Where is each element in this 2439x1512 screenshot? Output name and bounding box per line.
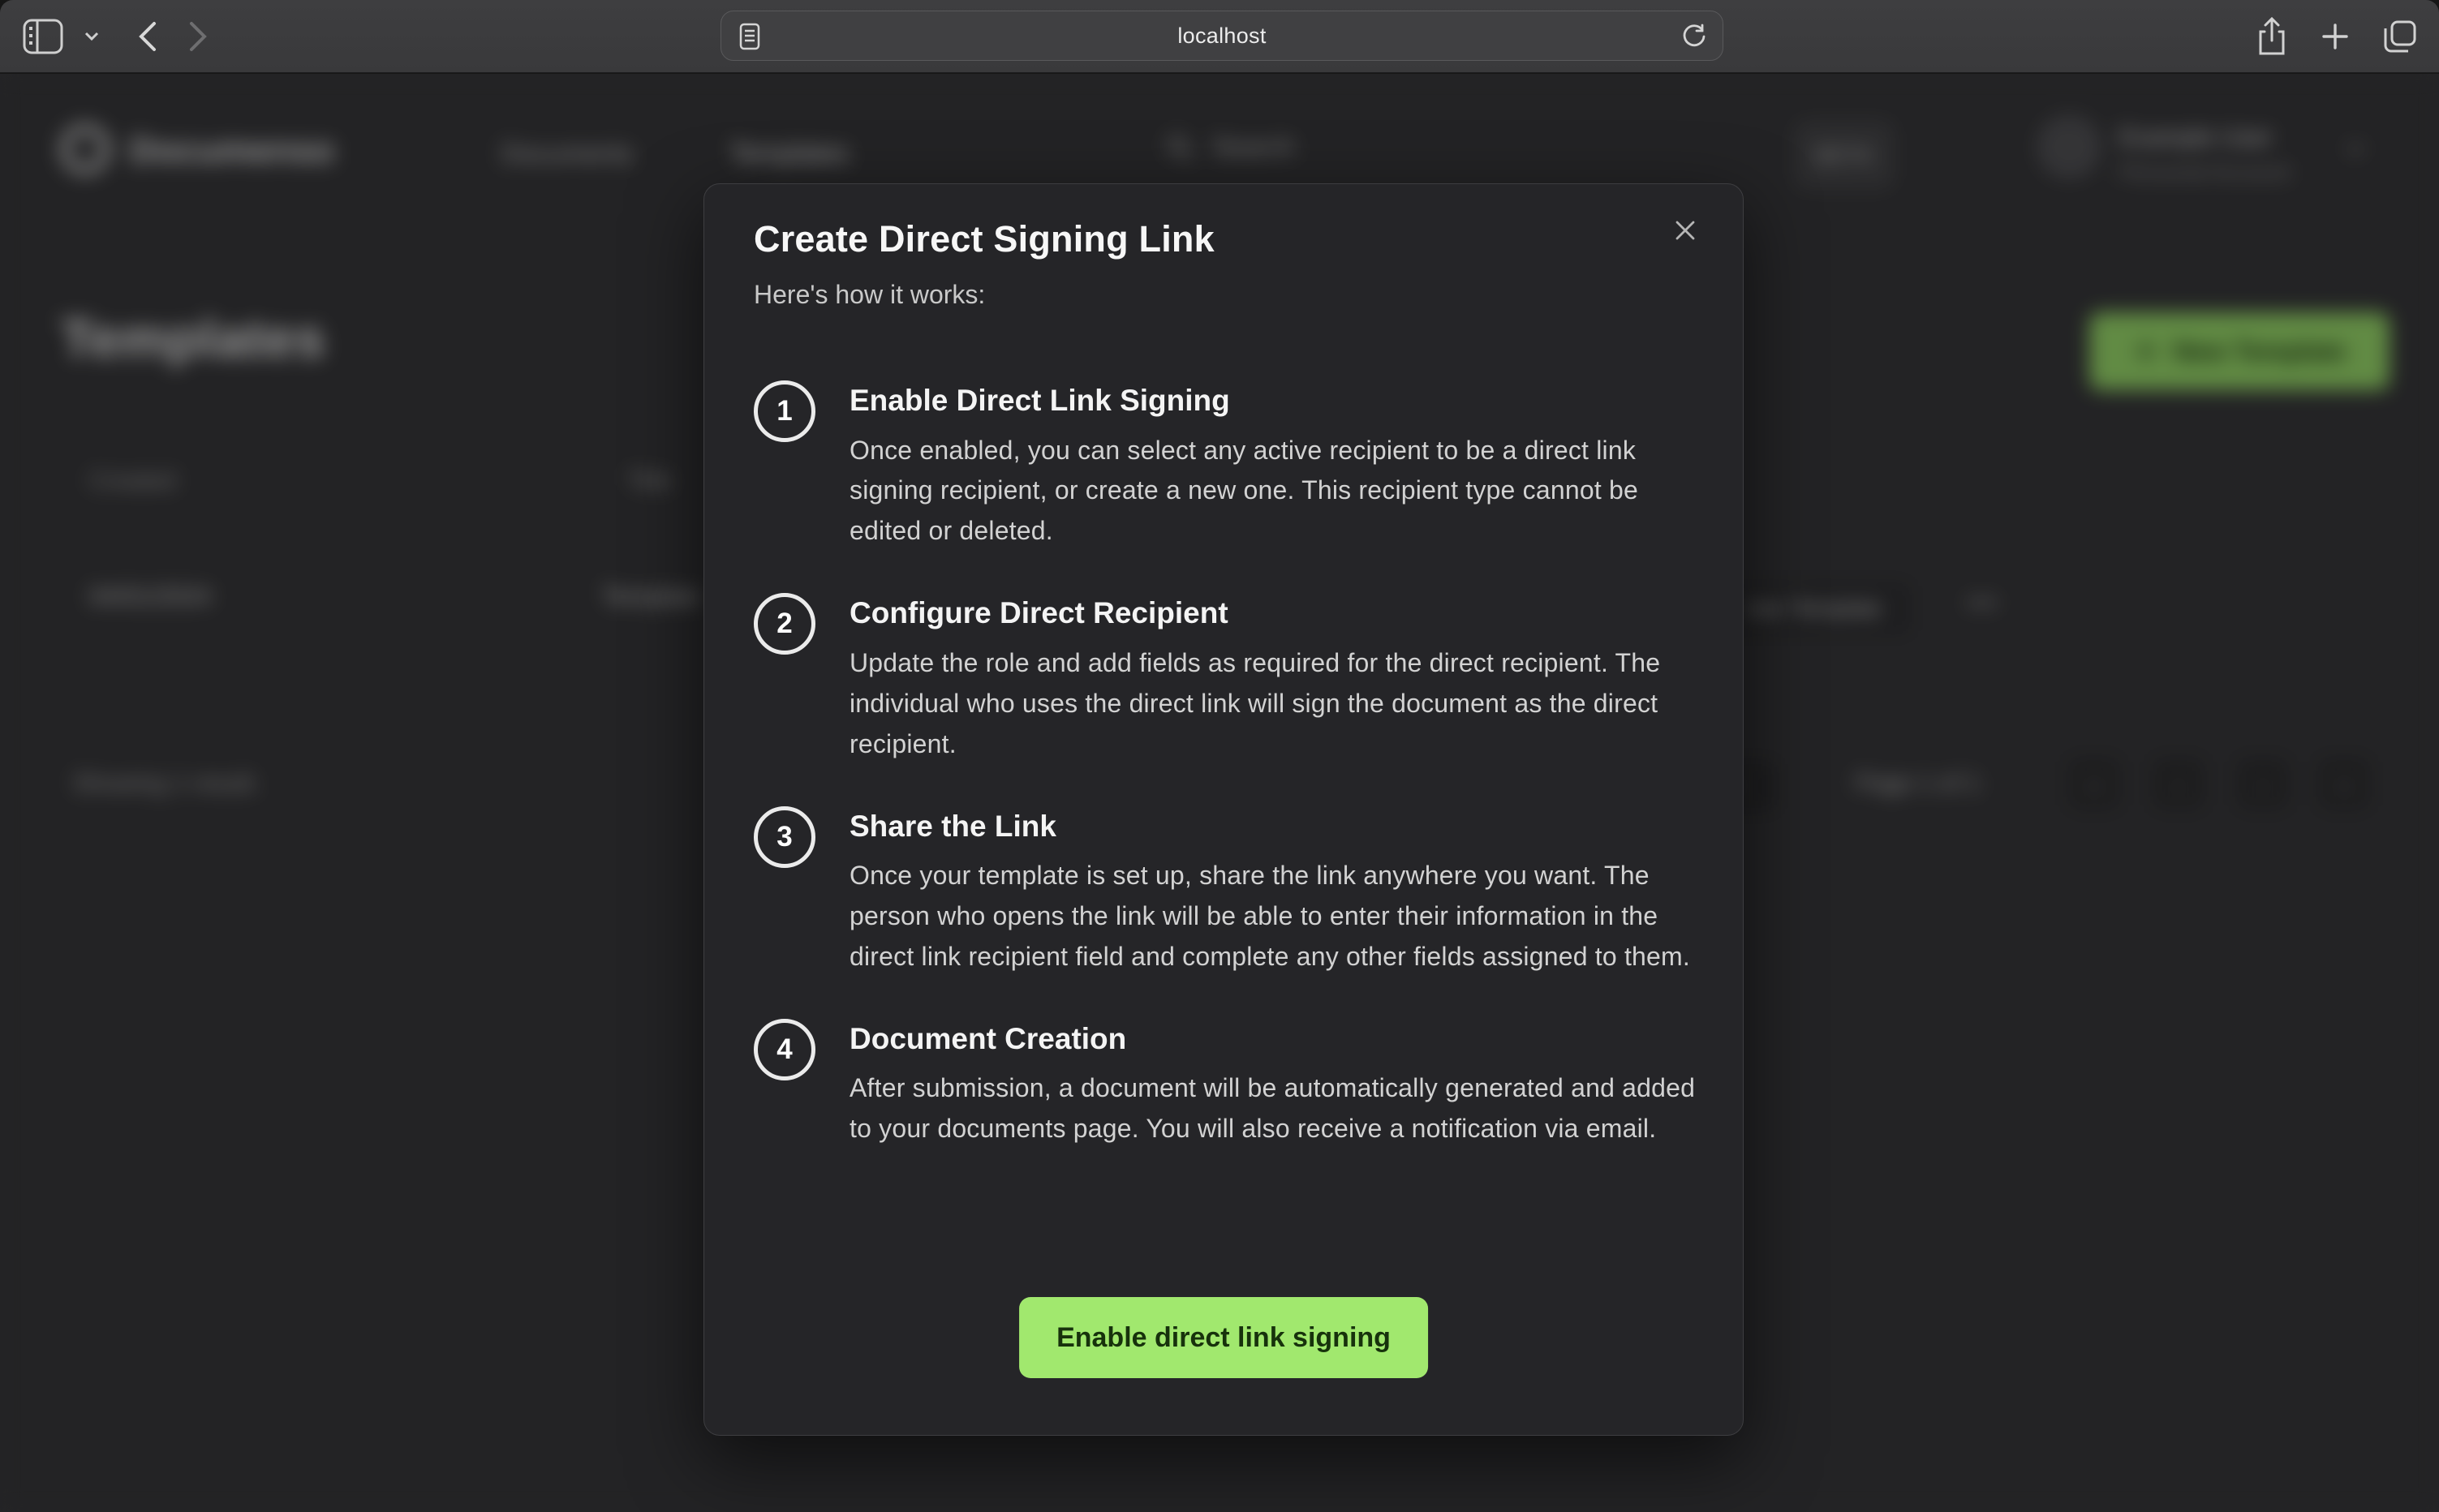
row-title-cell[interactable]: Template [602, 583, 701, 610]
share-icon[interactable] [2256, 16, 2288, 57]
column-header-title[interactable]: Title [626, 467, 672, 494]
nav-item-templates[interactable]: Templates [730, 139, 849, 168]
dialog-title: Create Direct Signing Link [754, 218, 1215, 260]
create-direct-signing-link-dialog [703, 183, 1744, 1436]
step-1 [754, 384, 1698, 552]
step-1-description: Once enabled, you can select any active recipient to be a direct link signing recipient, or create a new one. This recipient type cannot be edited or deleted. [850, 435, 1639, 546]
new-template-button[interactable]: New Template [2089, 312, 2390, 390]
url-text: localhost [1177, 23, 1267, 48]
enable-direct-link-signing-button[interactable]: Enable direct link signing [1019, 1297, 1428, 1378]
dialog-subtitle: Here's how it works: [754, 280, 986, 309]
avatar[interactable] [2038, 116, 2100, 178]
tab-overview-icon[interactable] [2382, 19, 2418, 54]
step-2-number-badge: 2 [754, 593, 815, 655]
user-name: Example User [2119, 124, 2273, 151]
step-4 [754, 1022, 1698, 1149]
step-1-number-badge: 1 [754, 380, 815, 442]
pager-first-button[interactable]: « [2067, 757, 2121, 810]
search-icon [1165, 133, 1194, 162]
pager-last-button[interactable]: » [2317, 757, 2371, 810]
step-3-number-badge: 3 [754, 806, 815, 868]
step-2-description: Update the role and add fields as required for the direct recipient. The individual who uses the direct link will sign the document as the direct recipient. [850, 647, 1661, 758]
search-label: Search [1212, 132, 1295, 161]
browser-toolbar [0, 0, 2439, 73]
beta-badge: BETA [1795, 121, 1894, 189]
results-count: Showing 1 result. [73, 770, 260, 797]
documenso-logo-text: Documenso [130, 131, 334, 170]
forward-button[interactable] [188, 20, 208, 53]
nav-item-documents[interactable]: Documents [501, 139, 633, 168]
use-template-button[interactable]: Use Template [1710, 578, 1915, 638]
user-account: Personal Account [2119, 160, 2291, 184]
steps-list [754, 384, 1698, 1149]
address-bar[interactable] [721, 11, 1723, 61]
sidebar-toggle-icon[interactable] [23, 19, 63, 54]
new-tab-icon[interactable] [2321, 22, 2350, 51]
close-icon [1675, 220, 1696, 241]
search-box[interactable] [1165, 132, 1294, 162]
step-4-number-badge: 4 [754, 1019, 815, 1080]
step-3-heading: Share the Link [850, 809, 1056, 843]
documenso-logo-icon [60, 124, 110, 174]
step-2 [754, 596, 1698, 764]
reload-icon[interactable] [1680, 23, 1708, 50]
close-button[interactable] [1675, 220, 1696, 241]
back-button[interactable] [138, 20, 157, 53]
plus-icon [2133, 338, 2159, 364]
step-2-heading: Configure Direct Recipient [850, 596, 1228, 630]
step-3-description: Once your template is set up, share the link anywhere you want. The person who opens the link will be able to enter their information in the direct link recipient field and complete any other fields assigned to them. [850, 861, 1690, 971]
user-menu-chevron-icon[interactable] [2347, 144, 2364, 155]
column-header-created[interactable]: Created [89, 467, 176, 494]
step-1-heading: Enable Direct Link Signing [850, 384, 1230, 417]
pager-next-button[interactable]: › [2236, 757, 2290, 810]
page-viewport [0, 74, 2439, 1512]
pager-prev-button[interactable]: ‹ [2152, 757, 2205, 810]
row-created-cell: 04/01/2024 [89, 583, 212, 610]
row-overflow-menu[interactable]: ••• [1968, 590, 1998, 616]
chevron-down-icon[interactable] [84, 32, 99, 41]
step-4-heading: Document Creation [850, 1021, 1127, 1055]
page-status: Page 1 of 1 [1856, 770, 1981, 797]
page-icon [739, 23, 760, 50]
step-3 [754, 810, 1698, 977]
page-title: Templates [61, 308, 326, 368]
step-4-description: After submission, a document will be automatically generated and added to your documents page. You will also receive a notification via email. [850, 1073, 1696, 1144]
